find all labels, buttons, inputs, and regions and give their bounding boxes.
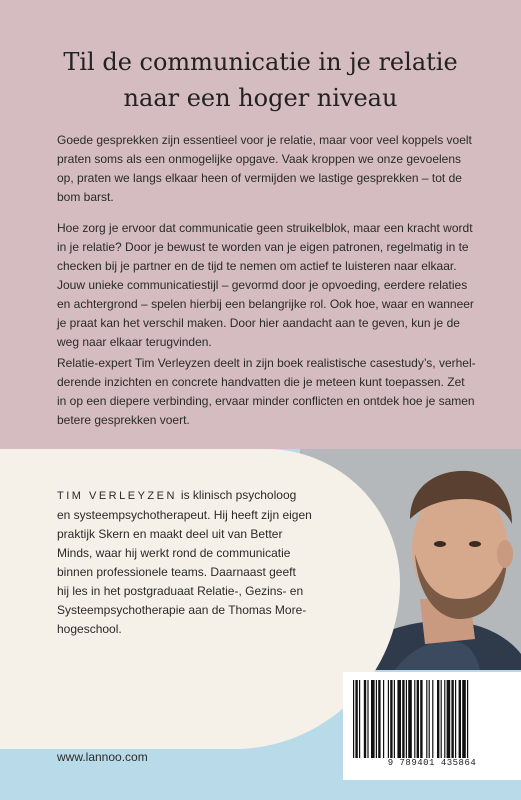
blurb-paragraph-3: Relatie-expert Tim Verleyzen deelt in zijn boek realistische casestudy’s, verhel- derende inzichten en concrete handvatten die je meteen kunt toepassen. Zet in op een diepere verbinding, ervaar minder conflicten en ontdek hoe je samen betere gesprekken voert. [57, 356, 476, 427]
publisher-url[interactable]: www.lannoo.com [57, 750, 148, 764]
blurb-paragraph-2: Hoe zorg je ervoor dat communicatie geen struikelblok, maar een kracht wordt in je relatie? Door je bewust te worden van je eigen patronen, regelmatig in te checken bij je partner en de tijd te nemen om actief te luisteren naar elkaar. Jouw unieke communicatiestijl – gevormd door je opvoeding, eerdere relaties en achtergrond – spelen hierbij een belangrijke rol. Ook hoe, waar en wanneer je praat kan het verschil maken. Door hier aandacht aan te geven, kun je de weg naar elkaar terugvinden. [57, 221, 474, 349]
isbn-barcode [343, 672, 521, 780]
back-cover-title: Til de communicatie in je relatie naar een hoger niveau [63, 48, 458, 112]
author-bio-text: is klinisch psycholoog en systeempsychotherapeut. Hij heeft zijn eigen praktijk Skern en maakt deel uit van Better Minds, waar hij werkt rond de communicatie binnen professionele teams. Daarnaast geeft hij les in het postgraduaat Relatie-, Gezins- en Systeempsychotherapie aan de Thomas More- hogeschool. [57, 488, 312, 636]
author-name: TIM VERLEYZEN [57, 490, 177, 502]
author-bio [57, 486, 342, 639]
isbn-number: 9 789401 435864 [387, 758, 477, 768]
barcode-bars [353, 680, 511, 758]
blurb-paragraph-1: Goede gesprekken zijn essentieel voor je relatie, maar voor veel koppels voelt praten soms als een onmogelijke opgave. Vaak kroppen we onze gevoelens op, praten we langs elkaar heen of vermijden we lastige gesprekken – tot de bom barst. [57, 133, 472, 204]
